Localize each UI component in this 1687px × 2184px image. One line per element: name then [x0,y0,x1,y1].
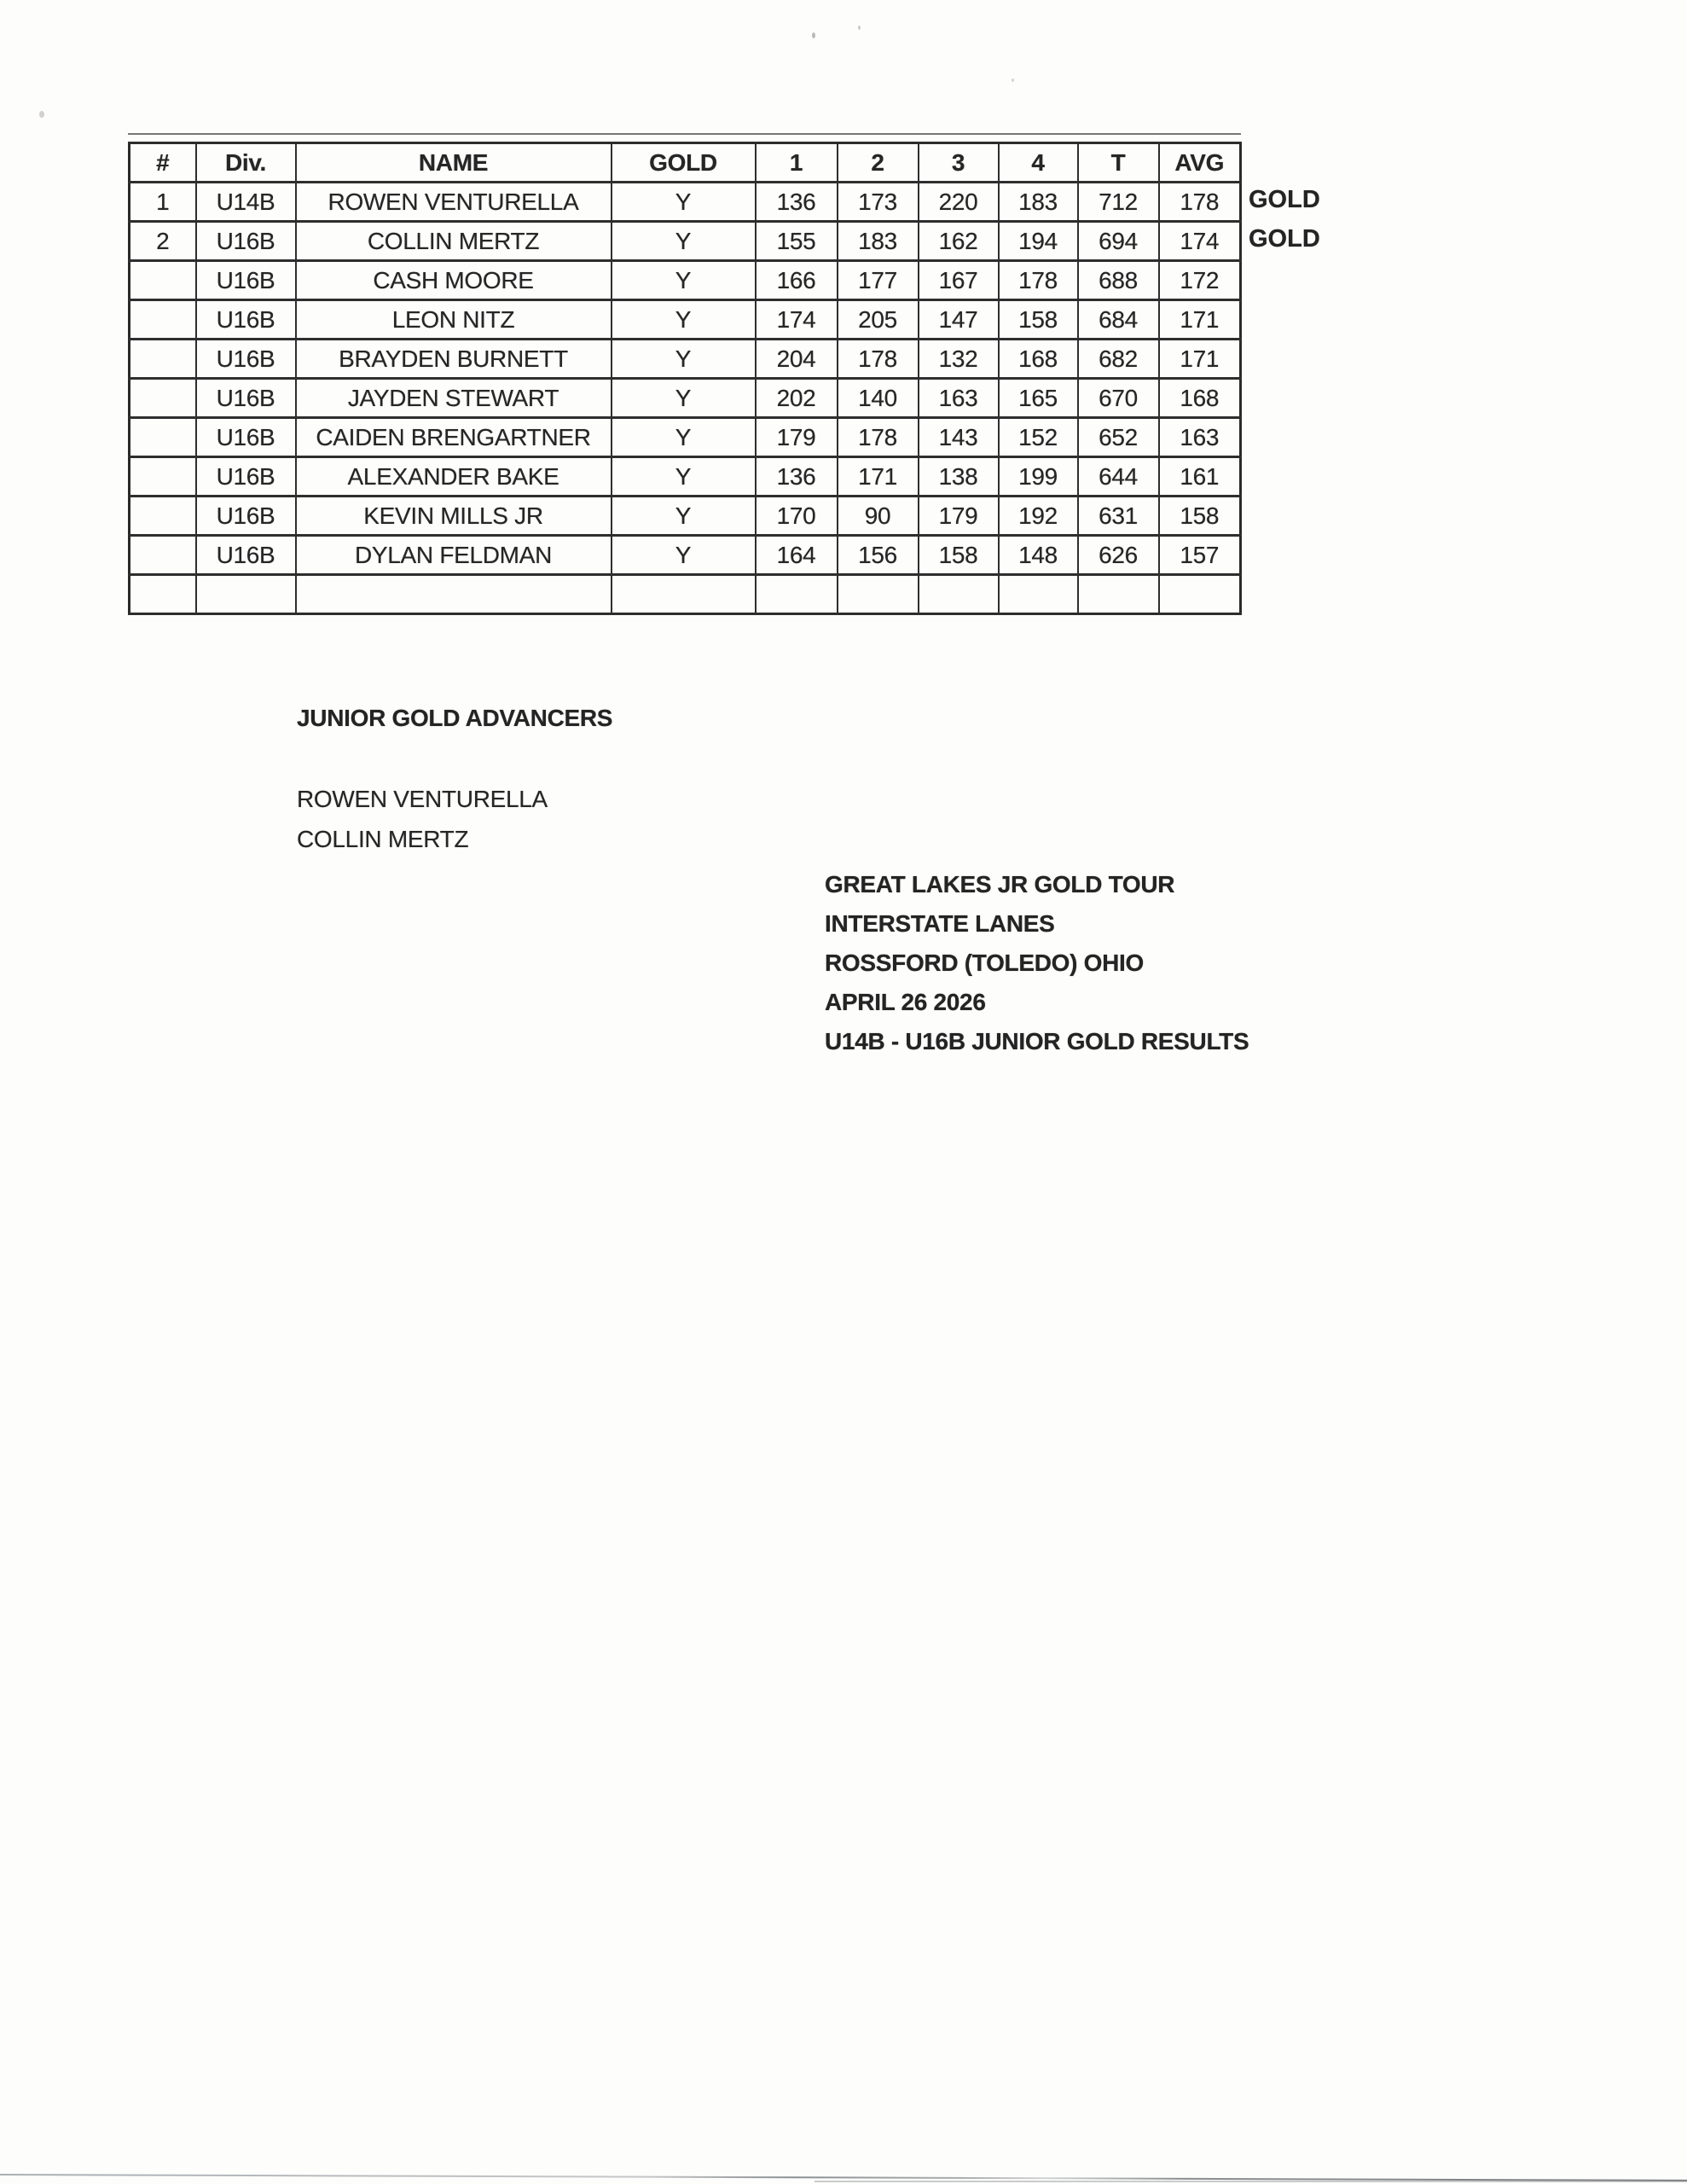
cell-rank [130,379,196,418]
cell-gold: Y [612,536,756,575]
cell-game2 [838,575,919,614]
column-header-name: NAME [296,143,612,183]
cell-average: 161 [1159,457,1241,497]
cell-division: U16B [196,261,296,300]
cell-division [196,575,296,614]
cell-rank [130,497,196,536]
cell-name [296,575,612,614]
table-row [130,457,1241,497]
cell-name: JAYDEN STEWART [296,379,612,418]
cell-game3 [919,575,999,614]
cell-gold: Y [612,497,756,536]
column-header-game3: 3 [919,143,999,183]
cell-rank [130,457,196,497]
cell-gold: Y [612,222,756,261]
cell-gold: Y [612,183,756,222]
cell-total: 694 [1078,222,1159,261]
cell-average: 174 [1159,222,1241,261]
cell-name: CAIDEN BRENGARTNER [296,418,612,457]
cell-division: U16B [196,497,296,536]
cell-total: 626 [1078,536,1159,575]
column-header-game4: 4 [999,143,1078,183]
advancers-names [297,779,548,859]
cell-rank [130,575,196,614]
cell-division: U16B [196,418,296,457]
cell-game1: 170 [756,497,838,536]
cell-game1: 166 [756,261,838,300]
results-table-wrap [128,142,1242,615]
cell-division: U16B [196,222,296,261]
cell-game3: 179 [919,497,999,536]
cell-average [1159,575,1241,614]
cell-game1 [756,575,838,614]
column-header-rank: # [130,143,196,183]
scan-speck [1012,78,1014,82]
event-info-line: GREAT LAKES JR GOLD TOUR [825,871,1175,897]
cell-game3: 132 [919,340,999,379]
cell-gold: Y [612,300,756,340]
results-table [128,142,1242,615]
cell-average: 163 [1159,418,1241,457]
cell-average: 171 [1159,340,1241,379]
cell-rank [130,300,196,340]
column-header-gold: GOLD [612,143,756,183]
cell-game4: 183 [999,183,1078,222]
table-row [130,575,1241,614]
cell-name: DYLAN FELDMAN [296,536,612,575]
scan-edge-artifact-2 [815,2181,1687,2182]
cell-game4: 165 [999,379,1078,418]
scan-speck [39,111,44,118]
cell-name: COLLIN MERTZ [296,222,612,261]
table-row [130,300,1241,340]
table-row [130,222,1241,261]
cell-game1: 155 [756,222,838,261]
table-row [130,536,1241,575]
scan-speck [812,32,815,38]
cell-game2: 178 [838,340,919,379]
cell-game3: 162 [919,222,999,261]
cell-average: 171 [1159,300,1241,340]
column-header-total: T [1078,143,1159,183]
cell-average: 158 [1159,497,1241,536]
column-header-average: AVG [1159,143,1241,183]
cell-game2: 183 [838,222,919,261]
cell-name: KEVIN MILLS JR [296,497,612,536]
event-info-block [825,865,1249,1061]
cell-game4: 178 [999,261,1078,300]
advancers-title: JUNIOR GOLD ADVANCERS [297,705,613,731]
cell-rank [130,261,196,300]
cell-rank [130,340,196,379]
cell-game2: 140 [838,379,919,418]
cell-rank [130,536,196,575]
cell-rank: 2 [130,222,196,261]
cell-game4: 168 [999,340,1078,379]
cell-total: 688 [1078,261,1159,300]
table-row [130,261,1241,300]
cell-game4: 199 [999,457,1078,497]
cell-game2: 177 [838,261,919,300]
cell-division: U16B [196,340,296,379]
gold-side-label: GOLD [1249,186,1320,213]
scan-speck [858,26,861,30]
cell-name: ROWEN VENTURELLA [296,183,612,222]
cell-game4: 152 [999,418,1078,457]
cell-game3: 158 [919,536,999,575]
cell-game1: 164 [756,536,838,575]
cell-name: BRAYDEN BURNETT [296,340,612,379]
cell-game1: 136 [756,183,838,222]
cell-game3: 138 [919,457,999,497]
cell-game3: 147 [919,300,999,340]
table-row [130,379,1241,418]
cell-gold: Y [612,457,756,497]
cell-total [1078,575,1159,614]
cell-division: U16B [196,536,296,575]
cell-average: 168 [1159,379,1241,418]
cell-game2: 90 [838,497,919,536]
cell-game2: 205 [838,300,919,340]
cell-gold: Y [612,418,756,457]
cell-average: 178 [1159,183,1241,222]
cell-rank [130,418,196,457]
table-row [130,183,1241,222]
cell-total: 682 [1078,340,1159,379]
cell-game4 [999,575,1078,614]
cell-game3: 167 [919,261,999,300]
column-header-game1: 1 [756,143,838,183]
cell-total: 684 [1078,300,1159,340]
cell-game4: 194 [999,222,1078,261]
cell-division: U16B [196,300,296,340]
cell-game1: 174 [756,300,838,340]
cell-rank: 1 [130,183,196,222]
cell-total: 644 [1078,457,1159,497]
cell-gold: Y [612,340,756,379]
column-header-game2: 2 [838,143,919,183]
cell-game2: 173 [838,183,919,222]
gold-side-label: GOLD [1249,225,1320,253]
cell-game3: 143 [919,418,999,457]
cell-game2: 178 [838,418,919,457]
advancer-name: COLLIN MERTZ [297,826,469,852]
cell-game4: 148 [999,536,1078,575]
event-info-line: INTERSTATE LANES [825,910,1055,937]
cell-game1: 202 [756,379,838,418]
cell-game4: 158 [999,300,1078,340]
cell-gold: Y [612,379,756,418]
cell-game1: 204 [756,340,838,379]
cell-game1: 179 [756,418,838,457]
cell-total: 712 [1078,183,1159,222]
table-header-row [130,143,1241,183]
cell-gold: Y [612,261,756,300]
cell-average: 172 [1159,261,1241,300]
cell-total: 670 [1078,379,1159,418]
scan-double-line-artifact [128,133,1241,135]
cell-division: U14B [196,183,296,222]
table-row [130,497,1241,536]
cell-average: 157 [1159,536,1241,575]
cell-name: CASH MOORE [296,261,612,300]
cell-game2: 171 [838,457,919,497]
cell-total: 631 [1078,497,1159,536]
cell-name: ALEXANDER BAKE [296,457,612,497]
cell-game1: 136 [756,457,838,497]
table-row [130,418,1241,457]
event-info-line: APRIL 26 2026 [825,989,986,1015]
cell-name: LEON NITZ [296,300,612,340]
cell-total: 652 [1078,418,1159,457]
cell-game4: 192 [999,497,1078,536]
cell-gold [612,575,756,614]
cell-game3: 163 [919,379,999,418]
event-info-line: ROSSFORD (TOLEDO) OHIO [825,950,1144,976]
table-row [130,340,1241,379]
cell-game3: 220 [919,183,999,222]
column-header-division: Div. [196,143,296,183]
advancer-name: ROWEN VENTURELLA [297,786,548,812]
cell-division: U16B [196,457,296,497]
cell-division: U16B [196,379,296,418]
cell-game2: 156 [838,536,919,575]
event-info-line: U14B - U16B JUNIOR GOLD RESULTS [825,1028,1249,1054]
